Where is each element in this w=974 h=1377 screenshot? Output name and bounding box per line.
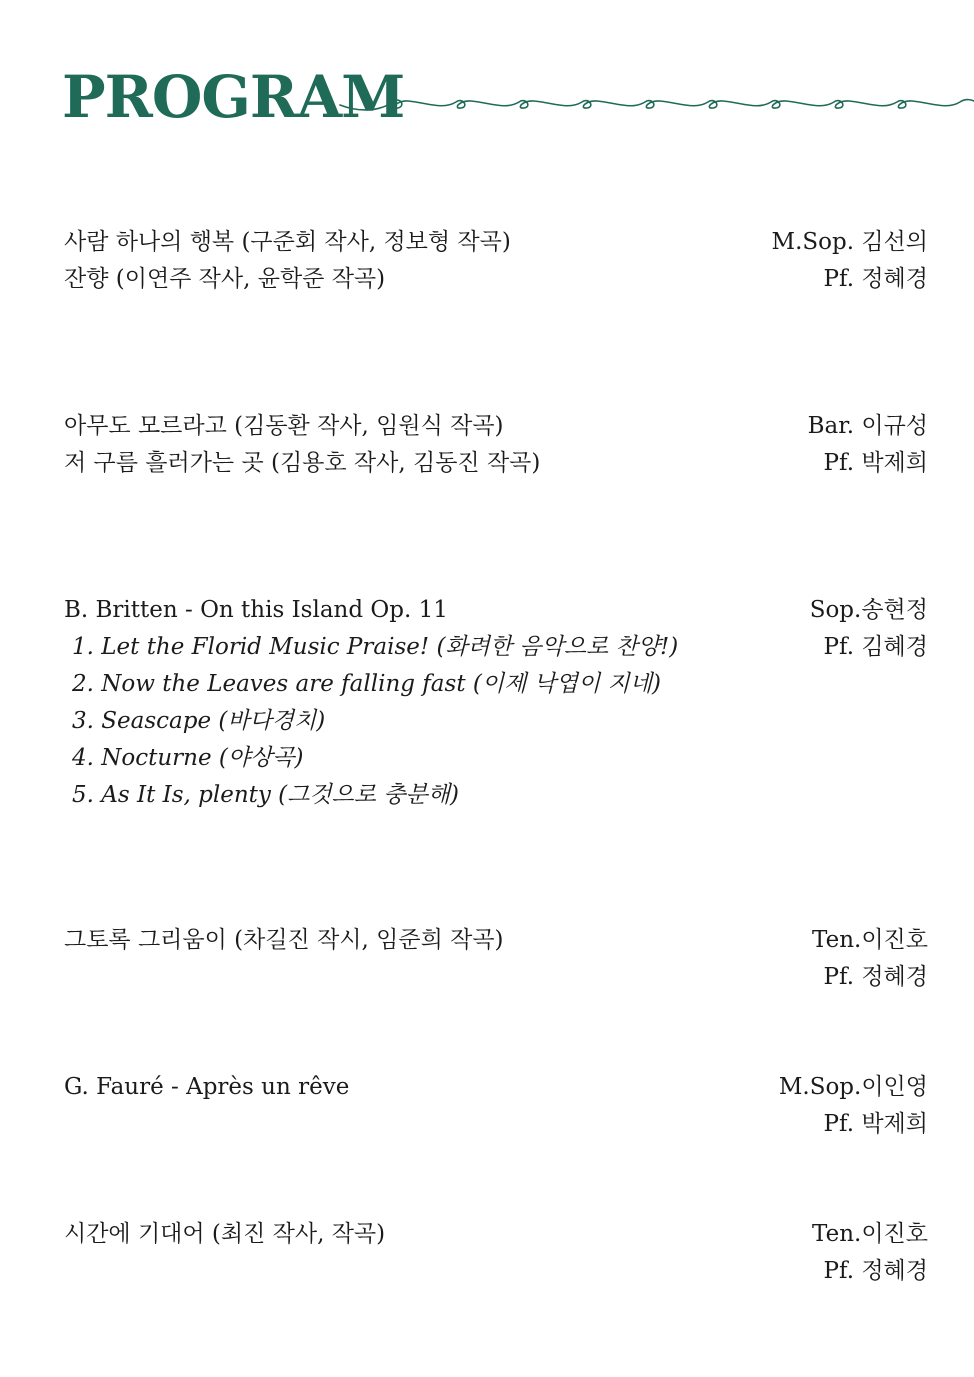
work-title: 그토록 그리움이 (차길진 작시, 임준희 작곡) <box>64 927 504 953</box>
program-row <box>64 1106 928 1143</box>
performer: Sop.송현정 <box>809 597 928 623</box>
performer: Ten.이진호 <box>812 1221 928 1247</box>
program-row <box>64 592 928 629</box>
program-item-5 <box>64 1069 928 1143</box>
performer: Pf. 정혜경 <box>823 964 928 990</box>
work-title: 잔향 (이연주 작사, 윤학준 작곡) <box>64 266 386 292</box>
performer: Pf. 박제희 <box>823 450 928 476</box>
page-title: PROGRAM <box>62 63 405 131</box>
program-item-1 <box>64 224 928 298</box>
work-title: 시간에 기대어 (최진 작사, 작곡) <box>64 1221 386 1247</box>
movement-title: 4. Nocturne (야상곡) <box>72 745 304 771</box>
squiggle-divider <box>338 88 974 122</box>
work-title: 아무도 모르라고 (김동환 작사, 임원식 작곡) <box>64 413 504 439</box>
work-title: 저 구름 흘러가는 곳 (김용호 작사, 김동진 작곡) <box>64 450 541 476</box>
program-row <box>64 408 928 445</box>
program-item-3 <box>64 592 928 814</box>
work-title: G. Fauré - Après un rêve <box>64 1074 350 1100</box>
program-row <box>64 703 928 740</box>
program-item-6 <box>64 1216 928 1290</box>
program-row <box>64 959 928 996</box>
performer: M.Sop. 김선의 <box>771 229 928 255</box>
program-row <box>64 1216 928 1253</box>
movement-title: 3. Seascape (바다경치) <box>72 708 326 734</box>
performer: Pf. 박제희 <box>823 1111 928 1137</box>
performer: Pf. 김혜경 <box>823 634 928 660</box>
program-row <box>64 629 928 666</box>
program-item-4 <box>64 922 928 996</box>
performer: Bar. 이규성 <box>807 413 928 439</box>
performer: Pf. 정혜경 <box>823 266 928 292</box>
program-row <box>64 1069 928 1106</box>
performer: M.Sop.이인영 <box>778 1074 928 1100</box>
program-row <box>64 445 928 482</box>
work-title: 사람 하나의 행복 (구준회 작사, 정보형 작곡) <box>64 229 511 255</box>
program-row <box>64 224 928 261</box>
program-item-2 <box>64 408 928 482</box>
movement-title: 5. As It Is, plenty (그것으로 충분해) <box>72 782 459 808</box>
program-row <box>64 261 928 298</box>
work-title: B. Britten - On this Island Op. 11 <box>64 597 448 623</box>
program-row <box>64 922 928 959</box>
program-row <box>64 1253 928 1290</box>
movement-title: 2. Now the Leaves are falling fast (이제 낙엽이 지네) <box>72 671 661 697</box>
program-row <box>64 740 928 777</box>
performer: Pf. 정혜경 <box>823 1258 928 1284</box>
performer: Ten.이진호 <box>812 927 928 953</box>
movement-title: 1. Let the Florid Music Praise! (화려한 음악으로 찬양!) <box>72 634 679 660</box>
program-row <box>64 666 928 703</box>
program-row <box>64 777 928 814</box>
